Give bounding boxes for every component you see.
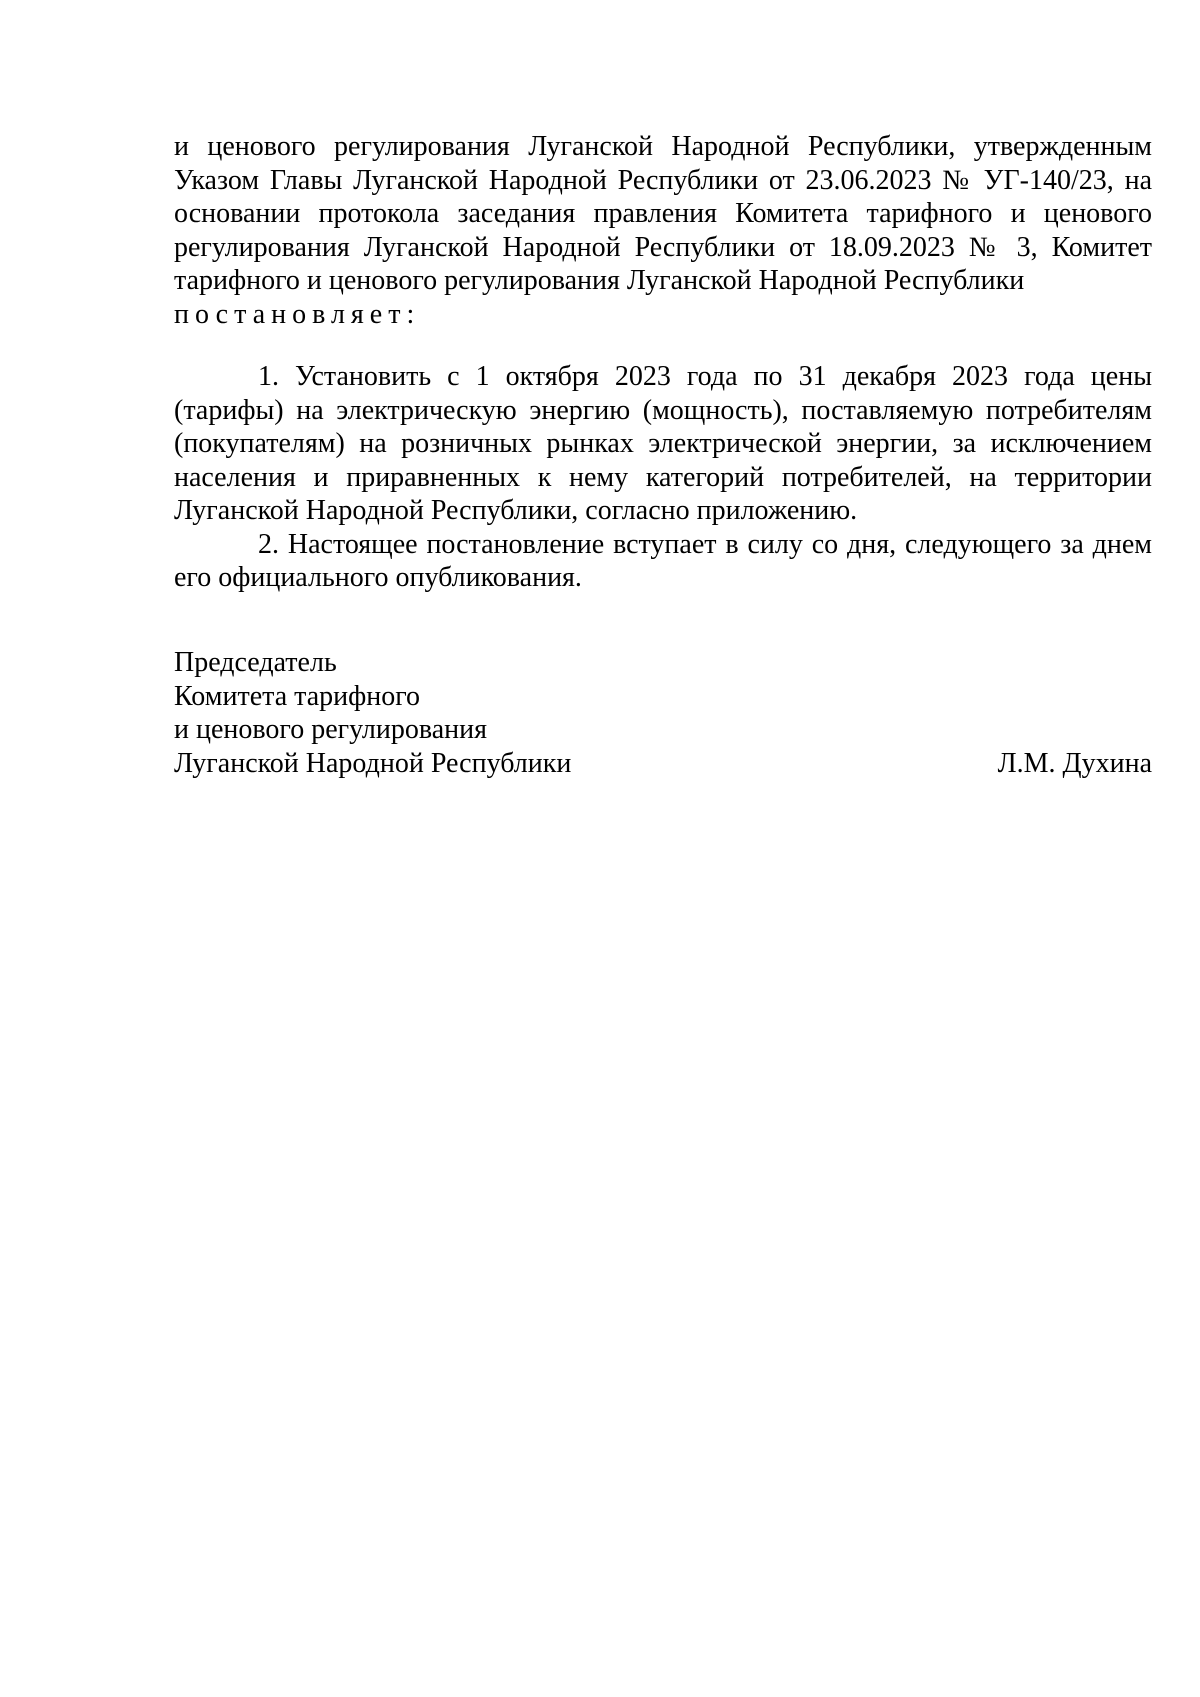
- signature-title-line-3: и ценового регулирования: [174, 714, 487, 745]
- resolution-item-2-text: 2. Настоящее постановление вступает в силу со дня, следующего за днем его официального опубликования.: [174, 528, 1152, 593]
- resolution-item-1-text: 1. Установить с 1 октября 2023 года по 31 декабря 2023 года цены (тарифы) на электрическую энергию (мощность), поставляемую потребителям (покупателям) на розничных рынках электрической энергии, за исключением населения и приравненных к нему категорий потребителей, на территории Луганской Народной Республики, согласно приложению.: [174, 361, 1152, 526]
- resolution-items: [174, 360, 1152, 595]
- intro-paragraph: [174, 130, 1152, 331]
- resolution-item-1: [174, 360, 1152, 528]
- intro-text: и ценового регулирования Луганской Народной Республики, утвержденным Указом Главы Луганской Народной Республики от 23.06.2023 № УГ-140/23, на основании протокола заседания правления Комитета тарифного и ценового регулирования Луганской Народной Республики от 18.09.2023 № 3, Комитет тарифного и ценового регулирования Луганской Народной Республики: [174, 131, 1152, 296]
- resolution-item-2: [174, 528, 1152, 595]
- signature-last-row: [174, 747, 1152, 781]
- signatory-name: Л.М. Духина: [997, 747, 1152, 779]
- signature-title-line-4: Луганской Народной Республики: [174, 747, 572, 779]
- signature-title-line-1: Председатель: [174, 647, 337, 678]
- resolves-word: постановляет:: [174, 298, 421, 330]
- signature-title-line-2: Комитета тарифного: [174, 680, 421, 712]
- signature-block: [174, 646, 1152, 780]
